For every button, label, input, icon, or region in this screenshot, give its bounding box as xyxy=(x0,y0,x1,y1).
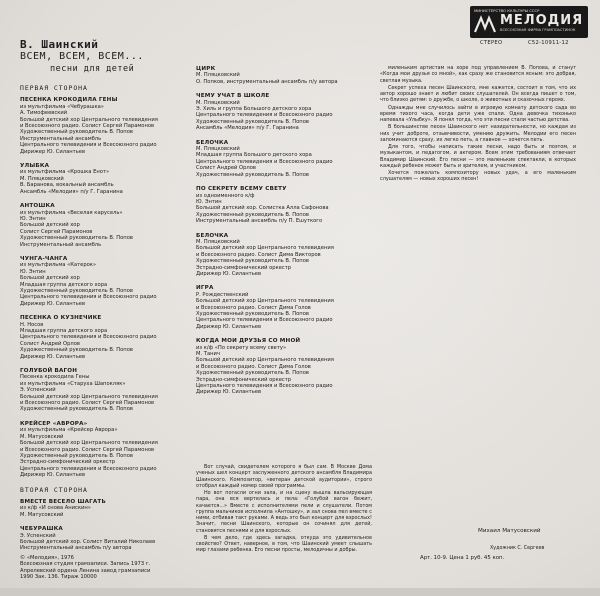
track-title: ПО СЕКРЕТУ ВСЕМУ СВЕТУ xyxy=(196,186,287,193)
track-credit-line: Большой детский хор xyxy=(20,222,80,229)
track-credit-line: Дирижер Ю. Силантьев xyxy=(196,323,262,330)
track-credit-line: Эстрадно-симфонический оркестр xyxy=(20,459,116,466)
copyright-line: © «Мелодия», 1976 xyxy=(20,555,74,561)
liner-notes-signature: Михаил Матусовский xyxy=(478,528,541,534)
track-entry xyxy=(196,140,371,178)
track-credit-line: Художественный руководитель В. Попов xyxy=(20,287,133,294)
track-credit-line: Инструментальный ансамбль п/у автора xyxy=(20,545,132,552)
track-credit-line: М. Пляцковский xyxy=(196,238,240,245)
track-credit-line: и Всесоюзного радио. Солист Дима Голов xyxy=(196,304,311,311)
track-credit-line: Художественный руководитель В. Попов xyxy=(196,171,309,178)
track-credit-line: Художественный руководитель В. Попов xyxy=(196,311,309,317)
track-credit-line: Солист Андрей Орлов xyxy=(20,340,80,347)
track-credit-line: М. Пляцковский xyxy=(196,146,240,153)
side-two-track-list-continued xyxy=(196,66,371,396)
liner-notes-paragraph: Вот случай, свидетелем которого я был сам. В Москве Дома ученых шел концерт заслуженного детского ансамбля Владимира Шаинского. Композитор, «ветеран детской аудитории», строго отобрал каждый номер своей программы. xyxy=(196,464,372,489)
track-credit-line: из мультфильма «Катерок» xyxy=(20,262,97,269)
track-credit-line: Инструментальный ансамбль п/у П. Ешуткого xyxy=(196,218,323,225)
track-credit-line: Большой детский хор Центрального телевидения xyxy=(196,357,334,364)
track-entry xyxy=(20,163,185,195)
track-credit-line: М. Пляцковский xyxy=(196,99,240,106)
track-credit-line: М. Матусовский xyxy=(20,433,64,440)
side-two-heading: ВТОРАЯ СТОРОНА xyxy=(20,485,88,494)
track-entry xyxy=(20,368,185,413)
track-entry xyxy=(196,93,371,131)
track-credit-line: М. Пляцковский xyxy=(196,72,240,79)
track-credit-line: Младшая группа детского хора xyxy=(20,328,108,334)
track-credit-line: М. Пляцковский xyxy=(20,175,64,182)
track-credit-line: Э. Успенский xyxy=(20,532,56,539)
track-credit-line: Центрального телевидения и Всесоюзного радио xyxy=(20,142,157,149)
track-credit-line: Ансамбль «Мелодия» п/у Г. Гаранина xyxy=(20,188,123,195)
track-credit-line: Художественный руководитель В. Попов xyxy=(20,235,133,242)
track-credit-line: А. Тимофеевский xyxy=(20,110,68,117)
track-credit-line: и Всесоюзного радио. Солист Сергей Парамонов xyxy=(20,446,155,453)
track-credit-line: из мультфильма «Крошка Енот» xyxy=(20,169,110,176)
track-credit-line: Дирижер Ю. Силантьев xyxy=(20,148,86,155)
track-entry xyxy=(196,233,371,278)
track-credit-line: Дирижер Ю. Силантьев xyxy=(20,300,86,307)
track-credit-line: из к/ф «И снова Анискин» xyxy=(20,505,91,512)
track-credit-line: Центрального телевидения и Всесоюзного радио xyxy=(20,465,157,472)
track-credit-line: Ансамбль «Мелодия» п/у Г. Гаранина xyxy=(196,125,299,132)
track-entry xyxy=(196,338,371,396)
track-credit-line: Н. Носов xyxy=(20,321,44,328)
track-title: ЧЕБУРАШКА xyxy=(20,526,63,533)
track-credit-line: Художественный руководитель В. Попов xyxy=(196,370,309,377)
track-credit-line: из мультфильма «Старуха Шапокляк» xyxy=(20,380,126,387)
track-entry xyxy=(196,66,371,85)
track-credit-line: М. Танич xyxy=(196,351,220,358)
track-entry xyxy=(196,186,371,224)
track-credit-line: Дирижер Ю. Силантьев xyxy=(20,472,86,479)
track-title: ЧУНГА-ЧАНГА xyxy=(20,255,68,262)
cover-artist-credit: Художник С. Сергеев xyxy=(490,546,545,551)
side-two-track-list xyxy=(20,499,185,552)
track-credit-line: Инструментальный ансамбль xyxy=(20,135,102,142)
bottom-edge xyxy=(0,588,600,596)
liner-notes-paragraph: Однажды мне случилось зайти в игровую комнату детского сада во время тихого часа, когда дети уже спали. Одна девочка тихонько напевала «Улыбку». Я понял тогда, что эти песни стали частью детства. xyxy=(380,104,576,123)
liner-notes-paragraph: Но вот погасли огни зала, и на сцену вышла вальсирующая пара, она вся вертелась и пела: «Голубой вагон бежит, качается...» Вместе с исполнителями пели и слушатели. Потом группа мальчиков исполнила «Антошку», и зал снова пел вместе с ними, отбивая такт руками. А ведь это был концерт для взрослых! Значит, песни Шаинского, которые он сочинял для детей, становятся песнями и для взрослых. xyxy=(196,490,372,534)
side-one-track-list xyxy=(20,97,185,478)
track-entry xyxy=(20,256,185,307)
track-credit-line: Большой детский хор Центрального телевидения xyxy=(20,116,158,123)
track-entry xyxy=(196,285,371,330)
column-side-two-continued xyxy=(196,10,371,404)
track-title: КРЕЙСЕР «АВРОРА» xyxy=(20,420,88,427)
track-entry xyxy=(20,499,185,518)
album-subtitle: песни для детей xyxy=(50,64,135,74)
track-credit-line: О. Попков, инструментальный ансамбль п/у автора xyxy=(196,78,338,85)
track-credit-line: и Всесоюзного радио. Солист Сергей Парамонов xyxy=(20,123,155,130)
print-run-line: 1990 Зак. 136. Тираж 10000 xyxy=(20,574,97,581)
logo-brand: МЕЛОДИЯ xyxy=(500,13,584,28)
track-entry xyxy=(20,526,185,552)
track-credit-line: и Всесоюзного радио. Солист Сергей Парамонов xyxy=(20,400,155,407)
track-credit-line: Эстрадно-симфонический оркестр xyxy=(196,376,292,383)
publisher-info xyxy=(20,555,185,581)
track-entry xyxy=(20,421,185,479)
track-credit-line: Младшая группа Большого детского хора xyxy=(196,152,312,159)
track-title: ПЕСЕНКА О КУЗНЕЧИКЕ xyxy=(20,315,102,322)
track-credit-line: Большой детский хор Центрального телевидения xyxy=(196,245,334,252)
track-credit-line: Инструментальный ансамбль xyxy=(20,241,102,248)
track-credit-line: из к/ф «По секрету всему свету» xyxy=(196,344,287,351)
price-label: Арт. 10-9. Цена 1 руб. 45 коп. xyxy=(420,555,505,561)
track-credit-line: М. Матусовский xyxy=(20,511,64,518)
track-credit-line: Центрального телевидения и Всесоюзного радио xyxy=(196,383,333,390)
track-credit-line: из мультфильма «Веселая карусель» xyxy=(20,209,123,216)
track-credit-line: Песенка крокодила Гены xyxy=(20,374,90,381)
track-credit-line: Э. Хиль и группа Большого детского хора xyxy=(196,106,312,113)
track-credit-line: Ю. Энтин xyxy=(20,268,46,275)
album-title: ВСЕМ, ВСЕМ, ВСЕМ... xyxy=(20,51,144,62)
track-credit-line: Художественный руководитель В. Попов xyxy=(196,118,309,125)
liner-notes-right xyxy=(380,65,576,184)
track-credit-line: В. Баранова, вокальный ансамбль xyxy=(20,182,114,189)
track-credit-line: Центрального телевидения и Всесоюзного радио xyxy=(20,334,157,341)
track-credit-line: Большой детский хор. Солистка Алла Сафонова xyxy=(196,205,329,212)
track-title: ЧЕМУ УЧАТ В ШКОЛЕ xyxy=(196,93,270,100)
composer-name: В. Шаинский xyxy=(20,38,99,51)
factory-line: Апрелевский ордена Ленина завод грамзаписи xyxy=(20,567,151,574)
track-credit-line: Художественный руководитель В. Попов xyxy=(20,129,133,136)
track-credit-line: Э. Успенский xyxy=(20,387,56,394)
column-side-one xyxy=(20,10,185,560)
track-credit-line: Художественный руководитель В. Попов xyxy=(196,258,309,265)
liner-notes-paragraph: Хочется пожелать композитору новых удач, а его маленьким слушателям — новых хороших песен! xyxy=(380,170,576,183)
studio-line: Всесоюзная студия грамзаписи. Запись 1973 г. xyxy=(20,561,151,568)
track-credit-line: и Всесоюзного радио. Солист Дима Викторов xyxy=(196,251,321,258)
catalog-number: С52-10911-12 xyxy=(528,40,569,46)
liner-notes-paragraph: В чем дело, где здесь загадка, откуда это удивительное свойство? Ответ, наверное, в том, что Шаинский умеет слышать мир глазами ребенка. Его песни просты, мелодичны и добры. xyxy=(196,534,372,554)
track-credit-line: Большой детский хор xyxy=(20,275,80,282)
track-credit-line: Центрального телевидения и Всесоюзного радио xyxy=(196,317,333,324)
liner-notes-paragraph: Секрет успеха песен Шаинского, мне кажется, состоит в том, что их автор хорошо знает и любит своих слушателей. Он всегда пишет о том, что близко детям: о дружбе, о школе, о животных и сказочных героях. xyxy=(380,84,576,104)
track-credit-line: и Всесоюзного радио. Солист Дима Голов xyxy=(196,363,311,370)
track-credit-line: из мультфильма «Чебурашка» xyxy=(20,103,104,110)
track-entry xyxy=(20,203,185,248)
liner-notes-paragraph: Для того, чтобы написать такие песни, надо быть и поэтом, и музыкантом, и педагогом, и актером. Всем этим требованиям отвечает Владимир Шаинский. Его песни — это маленькие спектакли, в которых каждый ребенок может быть и зрителем, и участником. xyxy=(380,144,576,169)
track-credit-line: Дирижер Ю. Силантьев xyxy=(196,270,262,277)
track-credit-line: Художественный руководитель В. Попов xyxy=(196,211,309,218)
track-credit-line: Ю. Энтин xyxy=(20,215,46,222)
track-title: ГОЛУБОЙ ВАГОН xyxy=(20,368,78,375)
track-credit-line: Центрального телевидения и Всесоюзного радио xyxy=(20,294,157,301)
track-credit-line: из мультфильма «Крейсер Аврора» xyxy=(20,427,118,434)
track-title: УЛЫБКА xyxy=(20,163,50,170)
track-title: ПЕСЕНКА КРОКОДИЛА ГЕНЫ xyxy=(20,97,118,104)
track-credit-line: Младшая группа детского хора xyxy=(20,281,108,288)
track-title: БЕЛОЧКА xyxy=(196,139,229,146)
track-credit-line: Дирижер Ю. Силантьев xyxy=(20,353,86,360)
track-credit-line: Большой детский хор. Солист Виталий Николаев xyxy=(20,538,156,545)
track-credit-line: Художественный руководитель В. Попов xyxy=(20,406,133,413)
track-title: ЦИРК xyxy=(196,66,216,72)
track-credit-line: Дирижер Ю. Силантьев xyxy=(196,389,262,396)
track-title: КОГДА МОИ ДРУЗЬЯ СО МНОЙ xyxy=(196,338,301,345)
track-credit-line: Центрального телевидения и Всесоюзного радио xyxy=(196,112,333,119)
track-title: БЕЛОЧКА xyxy=(196,232,229,239)
melodiya-emblem-icon xyxy=(473,14,497,34)
track-credit-line: Солист Сергей Парамонов xyxy=(20,228,93,235)
side-one-heading: ПЕРВАЯ СТОРОНА xyxy=(20,84,88,92)
track-title: ИГРА xyxy=(196,285,214,292)
track-credit-line: Художественный руководитель В. Попов xyxy=(20,452,133,459)
track-credit-line: из одноименного к/ф xyxy=(196,192,255,199)
liner-notes-paragraph: миленьким артистам на хоре под управлением В. Попова, и станут «Когда мои друзья со мной», как сразу же становится ясным: это добрая, светлая музыка. xyxy=(380,65,576,84)
track-entry xyxy=(20,97,185,155)
track-credit-line: Ю. Энтин xyxy=(196,198,222,205)
melodiya-logo xyxy=(470,6,588,38)
liner-notes-paragraph: В большинстве песен Шаинского нет назидательности, но каждая из них учит доброте, отзывчивости, умению дружить. Мелодии его песен запоминаются сразу, их легко петь, а главное — хочется петь. xyxy=(380,124,576,143)
track-credit-line: Центрального телевидения и Всесоюзного радио xyxy=(196,158,333,165)
track-credit-line: Эстрадно-симфонический оркестр xyxy=(196,264,292,271)
track-credit-line: Большой детский хор Центрального телевидения xyxy=(20,440,158,447)
track-title: АНТОШКА xyxy=(20,203,55,210)
track-title: ВМЕСТЕ ВЕСЕЛО ШАГАТЬ xyxy=(20,498,106,505)
track-credit-line: Большой детский хор Центрального телевидения xyxy=(20,393,158,400)
track-credit-line: Солист Андрей Орлов xyxy=(196,165,256,172)
logo-subtitle: ВСЕСОЮЗНАЯ ФИРМА ГРАМПЛАСТИНОК xyxy=(500,28,576,32)
stereo-label: СТЕРЕО xyxy=(480,40,503,46)
track-entry xyxy=(20,315,185,360)
track-credit-line: Большой детский хор Центрального телевидения xyxy=(196,298,334,305)
track-credit-line: Художественный руководитель В. Попов xyxy=(20,347,133,354)
liner-notes-left xyxy=(196,464,372,555)
logo-ministry-text: МИНИСТЕРСТВО КУЛЬТУРЫ СССР xyxy=(474,8,540,13)
track-credit-line: Р. Рождественский xyxy=(196,291,249,298)
